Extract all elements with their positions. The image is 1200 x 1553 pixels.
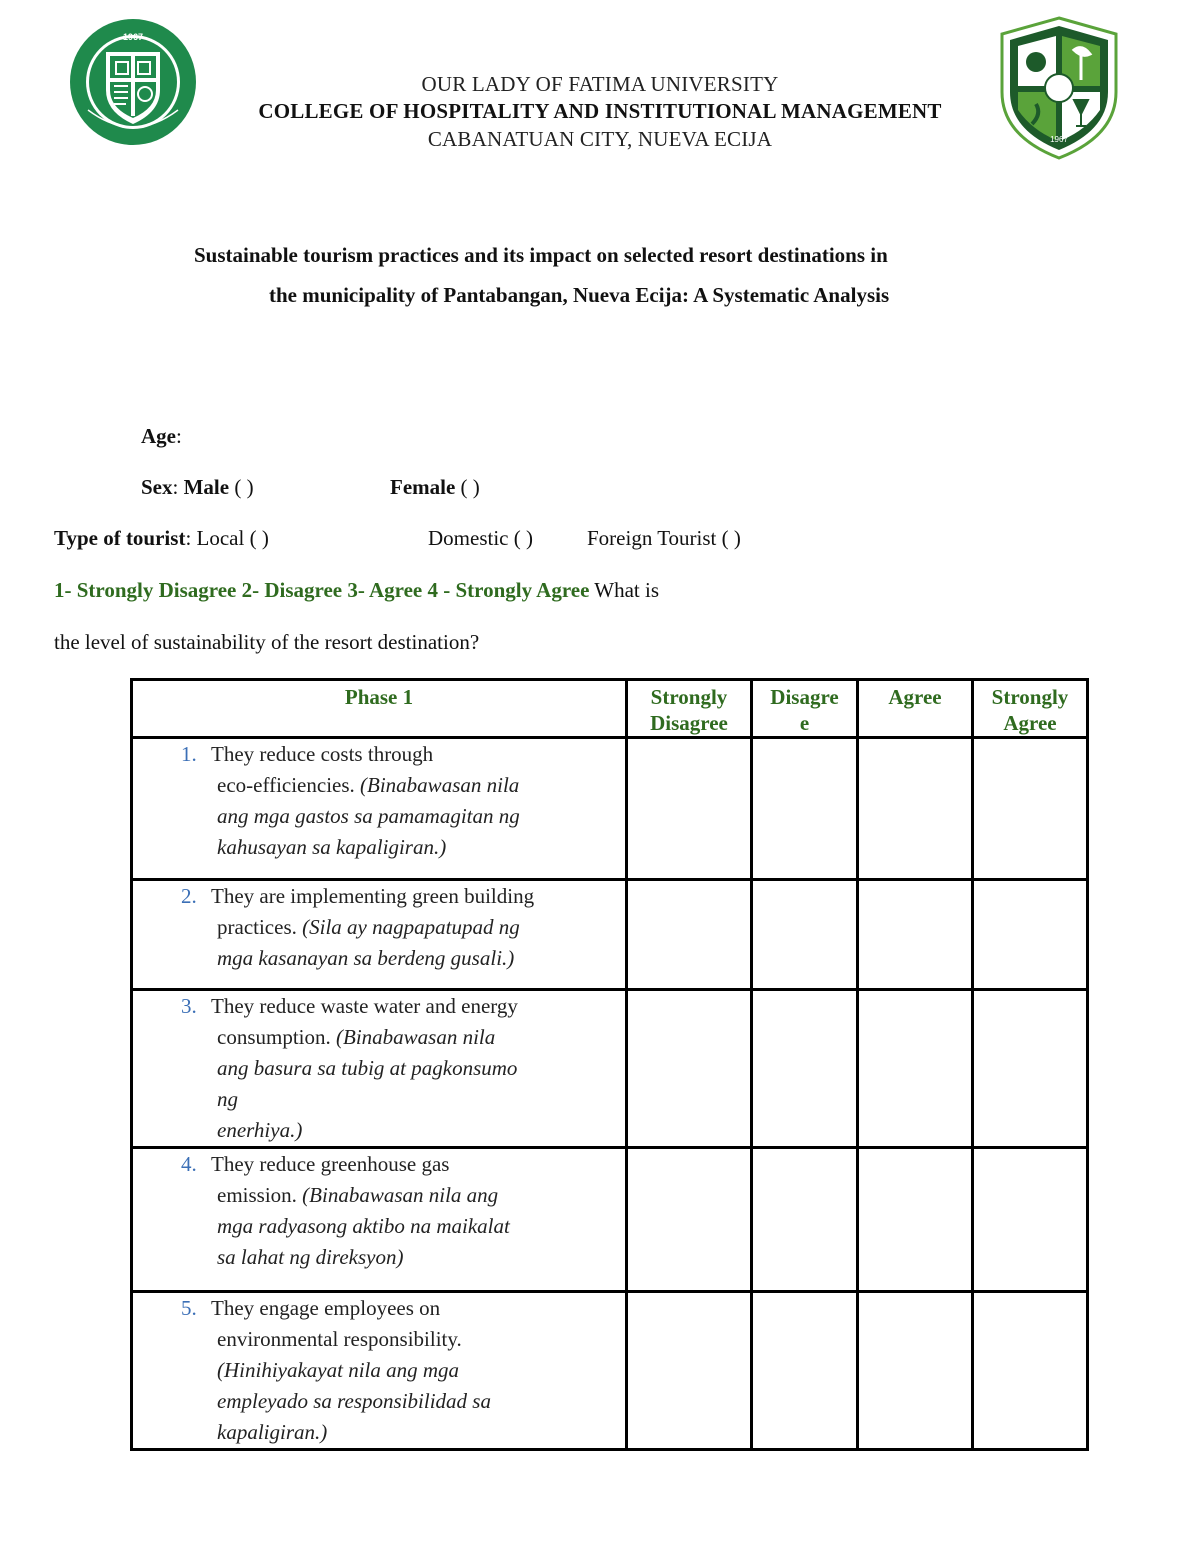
rating-cell-strongly-agree[interactable] [973, 738, 1088, 880]
item-number: 4. [181, 1152, 197, 1176]
rating-scale-legend: 1- Strongly Disagree 2- Disagree 3- Agree 4 - Strongly Agree [54, 578, 590, 602]
rating-cell-disagree[interactable] [752, 990, 858, 1148]
rating-cell-strongly-disagree[interactable] [627, 738, 752, 880]
statement-cell [132, 1148, 627, 1292]
statement-translation: ang mga gastos sa pamamagitan ng [217, 804, 520, 828]
statement-line [217, 770, 567, 801]
statement-line: They reduce waste water and energy [211, 994, 518, 1018]
statement-line [217, 1022, 567, 1053]
statement-text [211, 1293, 567, 1448]
statement-translation: (Binabawasan nila [336, 1025, 496, 1049]
statement-translation: mga kasanayan sa berdeng gusali.) [217, 946, 515, 970]
rating-cell-strongly-disagree[interactable] [627, 1148, 752, 1292]
statement-cell [132, 1292, 627, 1450]
survey-table [130, 678, 1089, 1451]
statement-cell [132, 880, 627, 990]
sex-colon: : [172, 475, 179, 499]
header-disagree-line-2: e [799, 711, 810, 735]
item-number: 5. [181, 1296, 197, 1320]
document-title-line-1: Sustainable tourism practices and its impact on selected resort destinations in [194, 243, 888, 267]
header-strongly-disagree [627, 680, 752, 738]
rating-cell-strongly-disagree[interactable] [627, 1292, 752, 1450]
rating-cell-agree[interactable] [858, 1292, 973, 1450]
university-location: CABANATUAN CITY, NUEVA ECIJA [427, 127, 773, 151]
statement-line: They engage employees on [211, 1296, 441, 1320]
table-row [132, 880, 1088, 990]
male-checkbox[interactable]: ( ) [234, 475, 254, 499]
rating-cell-strongly-agree[interactable] [973, 880, 1088, 990]
statement-translation: ng [217, 1087, 238, 1111]
rating-cell-strongly-agree[interactable] [973, 1292, 1088, 1450]
statement-text [211, 739, 567, 863]
statement-english: consumption. [217, 1025, 336, 1049]
female-field [390, 475, 480, 500]
statement-line: They are implementing green building [211, 884, 535, 908]
statement-text [211, 991, 567, 1146]
left-seal-year: 1967 [122, 32, 144, 42]
statement-translation: (Sila ay nagpapatupad ng [302, 915, 520, 939]
header-strongly-agree [973, 680, 1088, 738]
statement-translation: kahusayan sa kapaligiran.) [217, 835, 447, 859]
header-strongly-agree-line-2: Agree [1003, 711, 1057, 735]
header-strongly-disagree-line-1: Strongly [650, 685, 728, 709]
statement-line: They reduce costs through [211, 742, 434, 766]
header-strongly-disagree-line-2: Disagree [650, 711, 728, 735]
table-row [132, 738, 1088, 880]
rating-cell-strongly-agree[interactable] [973, 990, 1088, 1148]
statement-translation: kapaligiran.) [217, 1420, 328, 1444]
local-option[interactable]: Local ( ) [196, 526, 269, 550]
item-number: 2. [181, 884, 197, 908]
statement-line [217, 1180, 567, 1211]
statement-english: emission. [217, 1183, 303, 1207]
table-row [132, 1148, 1088, 1292]
statement-english: environmental responsibility. [217, 1327, 462, 1351]
college-name: COLLEGE OF HOSPITALITY AND INSTITUTIONAL MANAGEMENT [258, 99, 942, 123]
question-text: the level of sustainability of the resort destination? [54, 630, 480, 654]
table-row [132, 990, 1088, 1148]
statement-english: practices. [217, 915, 303, 939]
rating-cell-agree[interactable] [858, 990, 973, 1148]
tourist-type-colon: : [185, 526, 192, 550]
item-number: 3. [181, 994, 197, 1018]
rating-cell-strongly-disagree[interactable] [627, 880, 752, 990]
rating-cell-disagree[interactable] [752, 880, 858, 990]
rating-cell-disagree[interactable] [752, 1148, 858, 1292]
statement-line: They reduce greenhouse gas [211, 1152, 450, 1176]
domestic-option[interactable]: Domestic ( ) [428, 526, 533, 550]
statement-english: eco-efficiencies. [217, 773, 361, 797]
table-header-row [132, 680, 1088, 738]
age-label: Age [141, 424, 176, 448]
question-start: What is [589, 578, 660, 602]
statement-translation: (Binabawasan nila [360, 773, 520, 797]
rating-cell-disagree[interactable] [752, 1292, 858, 1450]
header-disagree-line-1: Disagre [770, 685, 839, 709]
foreign-tourist-option[interactable]: Foreign Tourist ( ) [587, 526, 741, 550]
rating-scale-line [54, 578, 659, 603]
table-row [132, 1292, 1088, 1450]
rating-cell-agree[interactable] [858, 880, 973, 990]
header-agree: Agree [858, 680, 973, 738]
statement-text [211, 881, 567, 974]
sex-field [141, 475, 254, 500]
statement-translation: mga radyasong aktibo na maikalat [217, 1214, 510, 1238]
female-checkbox[interactable]: ( ) [460, 475, 480, 499]
header-phase: Phase 1 [132, 680, 627, 738]
statement-translation: sa lahat ng direksyon) [217, 1245, 404, 1269]
rating-cell-strongly-agree[interactable] [973, 1148, 1088, 1292]
sex-label: Sex [141, 475, 173, 499]
rating-cell-disagree[interactable] [752, 738, 858, 880]
statement-text [211, 1149, 567, 1273]
statement-translation: enerhiya.) [217, 1118, 303, 1142]
statement-cell [132, 990, 627, 1148]
survey-table-body [132, 738, 1088, 1450]
university-name: OUR LADY OF FATIMA UNIVERSITY [421, 72, 779, 96]
statement-cell [132, 738, 627, 880]
header-disagree [752, 680, 858, 738]
document-title-line-2: the municipality of Pantabangan, Nueva Ecija: A Systematic Analysis [269, 283, 890, 307]
tourist-type-field [54, 526, 269, 551]
statement-line [217, 1324, 567, 1355]
age-colon: : [176, 424, 182, 448]
rating-cell-agree[interactable] [858, 1148, 973, 1292]
age-field [141, 424, 182, 449]
tourist-type-label: Type of tourist [54, 526, 186, 550]
statement-translation: (Hinihiyakayat nila ang mga [217, 1358, 460, 1382]
male-label: Male [183, 475, 230, 499]
item-number: 1. [181, 742, 197, 766]
statement-translation: (Binabawasan nila ang [302, 1183, 499, 1207]
header-strongly-agree-line-1: Strongly [991, 685, 1069, 709]
statement-line [217, 912, 567, 943]
female-label: Female [390, 475, 456, 499]
right-crest-year: 1967 [1050, 135, 1068, 144]
statement-translation: empleyado sa responsibilidad sa [217, 1389, 491, 1413]
rating-cell-agree[interactable] [858, 738, 973, 880]
rating-cell-strongly-disagree[interactable] [627, 990, 752, 1148]
statement-translation: ang basura sa tubig at pagkonsumo [217, 1056, 518, 1080]
